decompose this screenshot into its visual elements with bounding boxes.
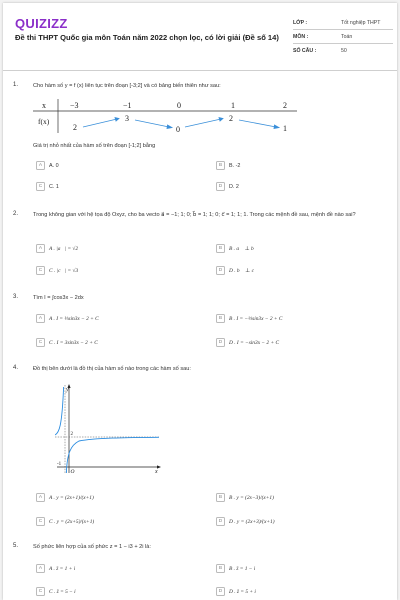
- option-d[interactable]: [216, 587, 256, 596]
- option-letter: A: [36, 244, 45, 253]
- option-text: B. -2: [229, 162, 241, 169]
- option-letter: D: [216, 266, 225, 275]
- meta-box: [293, 16, 393, 58]
- option-text: D . y = (2x+3)/(x+1): [229, 518, 275, 525]
- option-letter: A: [36, 314, 45, 323]
- option-a[interactable]: [36, 314, 99, 323]
- option-b[interactable]: [216, 493, 274, 502]
- meta-key: MÔN :: [293, 33, 309, 40]
- meta-value: Toán: [341, 33, 353, 40]
- option-b[interactable]: [216, 314, 282, 323]
- fx-value: 1: [283, 124, 287, 133]
- option-text: C . I = 3sin3x − 2 + C: [49, 339, 98, 346]
- question-subtext: Giá trị nhỏ nhất của hàm số trên đoạn [-1;2] bằng: [33, 143, 156, 149]
- option-c[interactable]: [36, 517, 94, 526]
- option-letter: D: [216, 338, 225, 347]
- option-text: A . |a⃗| = √2: [49, 245, 79, 252]
- graph-x-label: x: [155, 469, 158, 475]
- graph-origin: O: [70, 469, 75, 475]
- option-letter: B: [216, 244, 225, 253]
- graph-tick-x: -1: [57, 462, 62, 467]
- option-text: C . |c⃗| = √3: [49, 267, 79, 274]
- header-divider: [3, 70, 397, 71]
- fx-value: 2: [73, 123, 77, 132]
- option-text: C . z̄ = 5 − i: [49, 588, 76, 595]
- option-letter: D: [216, 182, 225, 191]
- option-c[interactable]: [36, 266, 78, 275]
- meta-row-count: [293, 44, 393, 58]
- option-letter: D: [216, 587, 225, 596]
- meta-value: 50: [341, 48, 347, 54]
- option-letter: B: [216, 314, 225, 323]
- graph-tick-y: 2: [70, 432, 73, 437]
- option-letter: C: [36, 182, 45, 191]
- option-a[interactable]: [36, 161, 59, 170]
- fx-value: 3: [125, 114, 129, 123]
- question-number: 1.: [13, 82, 19, 88]
- question-number: 5.: [13, 543, 19, 549]
- option-text: B . a⃗ ⊥ b⃗: [229, 245, 258, 252]
- x-value: 2: [283, 101, 287, 110]
- option-b[interactable]: [216, 564, 255, 573]
- option-b[interactable]: [216, 161, 240, 170]
- question-text: Đồ thị bên dưới là đồ thị của hàm số nào trong các hàm số sau:: [33, 366, 191, 372]
- question-text: Tìm I = ∫cos3x − 2dx: [33, 295, 84, 301]
- option-letter: B: [216, 161, 225, 170]
- option-text: A . y = (2x+1)/(x+1): [49, 494, 94, 501]
- option-letter: C: [36, 587, 45, 596]
- option-d[interactable]: [216, 182, 239, 191]
- function-graph: [55, 383, 163, 475]
- option-c[interactable]: [36, 182, 59, 191]
- variation-arrows: [83, 118, 279, 129]
- variation-table: [33, 99, 297, 135]
- option-text: A. 0: [49, 162, 59, 169]
- option-letter: C: [36, 338, 45, 347]
- option-text: C . y = (2x+5)/(x+1): [49, 518, 95, 525]
- document-page: [3, 3, 397, 600]
- fx-label: f(x): [38, 117, 50, 126]
- quizizz-logo: QUIZIZZ: [15, 16, 68, 31]
- option-letter: C: [36, 266, 45, 275]
- question-text: Trong không gian với hệ tọa độ Oxyz, cho ba vecto a⃗ = −1; 1; 0; b⃗ = 1; 1; 0; c⃗ = 1; 1; 1. Trong các mệnh đề sau, mệnh đề nào sai?: [33, 212, 356, 218]
- meta-row-class: [293, 16, 393, 30]
- x-value: 1: [231, 101, 235, 110]
- x-label: x: [42, 101, 46, 110]
- question-number: 4.: [13, 365, 19, 371]
- meta-key: LỚP :: [293, 19, 308, 26]
- question-text: Cho hàm số y = f (x) liên tục trên đoạn [-3;2] và có bảng biến thiên như sau:: [33, 83, 221, 89]
- option-text: B . I = −⅓sin3x − 2 + C: [229, 315, 283, 322]
- option-letter: D: [216, 517, 225, 526]
- option-text: D . b⃗ ⊥ c⃗: [229, 267, 259, 274]
- question-number: 2.: [13, 211, 19, 217]
- option-a[interactable]: [36, 244, 78, 253]
- option-letter: B: [216, 493, 225, 502]
- graph-y-label: y: [66, 387, 69, 393]
- fx-value: 0: [176, 125, 180, 134]
- option-text: D . I = −sin3x − 2 + C: [229, 339, 280, 346]
- option-text: A . z̄ = 1 + i: [49, 565, 76, 572]
- option-text: D. 2: [229, 183, 239, 190]
- x-value: −3: [70, 101, 79, 110]
- option-c[interactable]: [36, 587, 76, 596]
- option-text: C. 1: [49, 183, 59, 190]
- question-number: 3.: [13, 294, 19, 300]
- option-d[interactable]: [216, 266, 258, 275]
- meta-value: Tốt nghiệp THPT: [341, 19, 381, 26]
- option-c[interactable]: [36, 338, 98, 347]
- quiz-header: [3, 3, 397, 66]
- option-d[interactable]: [216, 517, 275, 526]
- option-text: B . z̄ = 1 − i: [229, 565, 256, 572]
- option-a[interactable]: [36, 564, 75, 573]
- document-title: Đề thi THPT Quốc gia môn Toán năm 2022 chọn lọc, có lời giải (Đề số 14): [15, 33, 279, 42]
- option-d[interactable]: [216, 338, 279, 347]
- option-letter: A: [36, 493, 45, 502]
- fx-value: 2: [229, 114, 233, 123]
- question-text: Số phức liên hợp của số phức z = 1 − i3 + 2i là:: [33, 544, 151, 550]
- option-letter: C: [36, 517, 45, 526]
- option-b[interactable]: [216, 244, 258, 253]
- x-value: 0: [177, 101, 181, 110]
- option-letter: A: [36, 564, 45, 573]
- option-letter: A: [36, 161, 45, 170]
- option-letter: B: [216, 564, 225, 573]
- option-text: D . z̄ = 5 + i: [229, 588, 256, 595]
- option-a[interactable]: [36, 493, 94, 502]
- option-text: B . y = (2x−3)/(x+1): [229, 494, 274, 501]
- option-text: A . I = ⅓sin3x − 2 + C: [49, 315, 99, 322]
- meta-row-subject: [293, 30, 393, 44]
- x-value: −1: [123, 101, 132, 110]
- meta-key: SỐ CÂU :: [293, 48, 317, 54]
